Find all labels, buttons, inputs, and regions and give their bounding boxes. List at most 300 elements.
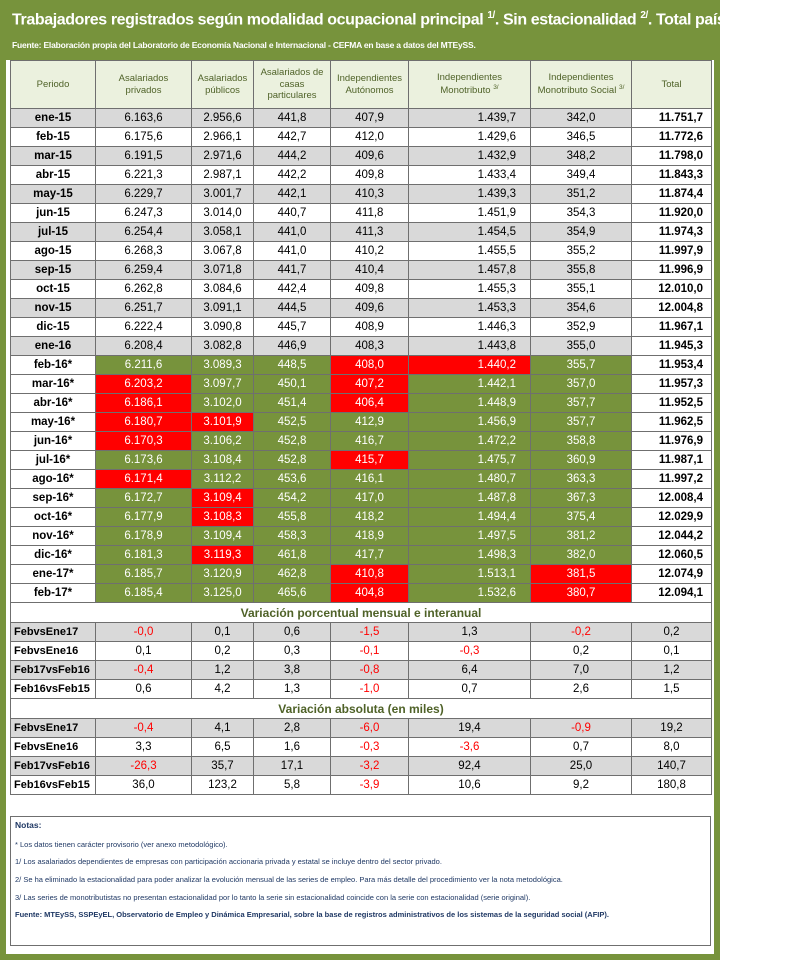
- cell-total: 11.996,9: [632, 261, 712, 280]
- cell-asalariados-publicos: 3.109,4: [192, 527, 254, 546]
- cell-autonomos: -3,9: [331, 776, 409, 795]
- cell-casas-particulares: 0,3: [254, 642, 331, 661]
- cell-asalariados-privados: 36,0: [96, 776, 192, 795]
- cell-total: 12.060,5: [632, 546, 712, 565]
- period-cell: abr-16*: [11, 394, 96, 413]
- cell-monotributo: 1.494,4: [409, 508, 531, 527]
- table-row: [11, 242, 712, 261]
- cell-casas-particulares: 441,7: [254, 261, 331, 280]
- cell-casas-particulares: 2,8: [254, 719, 331, 738]
- period-cell: jun-16*: [11, 432, 96, 451]
- cell-asalariados-publicos: 3.120,9: [192, 565, 254, 584]
- cell-total: 1,5: [632, 680, 712, 699]
- table-row: [11, 451, 712, 470]
- cell-casas-particulares: 444,2: [254, 147, 331, 166]
- cell-asalariados-privados: 6.191,5: [96, 147, 192, 166]
- cell-asalariados-privados: 6.180,7: [96, 413, 192, 432]
- cell-asalariados-privados: 6.170,3: [96, 432, 192, 451]
- cell-asalariados-publicos: 123,2: [192, 776, 254, 795]
- table-row: [11, 204, 712, 223]
- cell-monotributo: 1.497,5: [409, 527, 531, 546]
- cell-monotributo: 1.448,9: [409, 394, 531, 413]
- cell-autonomos: 418,2: [331, 508, 409, 527]
- cell-asalariados-publicos: 3.112,2: [192, 470, 254, 489]
- col-header-monotributo-social-label: Independientes Monotributo Social: [537, 72, 617, 97]
- cell-asalariados-privados: 6.208,4: [96, 337, 192, 356]
- cell-autonomos: -0,3: [331, 738, 409, 757]
- table-row: [11, 223, 712, 242]
- cell-monotributo-social: 355,7: [531, 356, 632, 375]
- cell-total: 11.997,9: [632, 242, 712, 261]
- cell-monotributo: 1.475,7: [409, 451, 531, 470]
- variation-row: [11, 738, 712, 757]
- cell-monotributo: 1.439,3: [409, 185, 531, 204]
- cell-monotributo: -3,6: [409, 738, 531, 757]
- cell-monotributo-social: 358,8: [531, 432, 632, 451]
- cell-autonomos: 410,8: [331, 565, 409, 584]
- cell-asalariados-publicos: 3.090,8: [192, 318, 254, 337]
- period-cell: feb-16*: [11, 356, 96, 375]
- cell-casas-particulares: 441,8: [254, 109, 331, 128]
- cell-monotributo: 1.472,2: [409, 432, 531, 451]
- col-header-autonomos: Independientes Autónomos: [331, 61, 409, 109]
- cell-total: 140,7: [632, 757, 712, 776]
- col-header-monotributo: [409, 61, 531, 109]
- period-cell: sep-16*: [11, 489, 96, 508]
- cell-autonomos: 417,0: [331, 489, 409, 508]
- cell-casas-particulares: 454,2: [254, 489, 331, 508]
- cell-monotributo: 1.532,6: [409, 584, 531, 603]
- cell-total: 0,2: [632, 623, 712, 642]
- period-cell: feb-17*: [11, 584, 96, 603]
- cell-autonomos: 409,8: [331, 166, 409, 185]
- cell-total: 11.987,1: [632, 451, 712, 470]
- cell-total: 1,2: [632, 661, 712, 680]
- cell-asalariados-privados: 6.251,7: [96, 299, 192, 318]
- cell-casas-particulares: 3,8: [254, 661, 331, 680]
- cell-casas-particulares: 450,1: [254, 375, 331, 394]
- period-cell: ene-15: [11, 109, 96, 128]
- cell-monotributo-social: 357,0: [531, 375, 632, 394]
- note-2: 2/ Se ha eliminado la estacionalidad para poder analizar la evolución mensual de las series de empleo. Para más detalle del procedimiento ver la nota metodológica.: [15, 875, 563, 885]
- data-table: [10, 60, 712, 795]
- cell-monotributo: 1,3: [409, 623, 531, 642]
- cell-autonomos: 411,8: [331, 204, 409, 223]
- cell-autonomos: 409,8: [331, 280, 409, 299]
- cell-asalariados-publicos: 3.125,0: [192, 584, 254, 603]
- cell-casas-particulares: 453,6: [254, 470, 331, 489]
- col-header-asalariados-publicos: Asalariados públicos: [192, 61, 254, 109]
- table-row: [11, 166, 712, 185]
- cell-asalariados-privados: 6.185,4: [96, 584, 192, 603]
- table-row: [11, 413, 712, 432]
- period-cell: nov-15: [11, 299, 96, 318]
- cell-autonomos: 415,7: [331, 451, 409, 470]
- cell-asalariados-publicos: 3.001,7: [192, 185, 254, 204]
- period-cell: sep-15: [11, 261, 96, 280]
- cell-asalariados-privados: 6.181,3: [96, 546, 192, 565]
- table-row: [11, 394, 712, 413]
- cell-autonomos: 411,3: [331, 223, 409, 242]
- cell-total: 11.974,3: [632, 223, 712, 242]
- cell-monotributo-social: 351,2: [531, 185, 632, 204]
- cell-autonomos: -0,1: [331, 642, 409, 661]
- cell-asalariados-privados: -0,0: [96, 623, 192, 642]
- period-cell: dic-16*: [11, 546, 96, 565]
- cell-asalariados-publicos: 2.956,6: [192, 109, 254, 128]
- title-text: Trabajadores registrados según modalidad ocupacional principal: [12, 11, 488, 29]
- cell-autonomos: 418,9: [331, 527, 409, 546]
- period-cell: ago-15: [11, 242, 96, 261]
- cell-casas-particulares: 455,8: [254, 508, 331, 527]
- cell-asalariados-privados: 6.186,1: [96, 394, 192, 413]
- footnote-marker: 3/: [493, 83, 499, 91]
- cell-total: 12.044,2: [632, 527, 712, 546]
- cell-monotributo: 0,7: [409, 680, 531, 699]
- cell-autonomos: 410,3: [331, 185, 409, 204]
- cell-total: 19,2: [632, 719, 712, 738]
- section-percent-variation: [11, 603, 712, 623]
- notes-heading: Notas:: [15, 820, 42, 830]
- variation-row: [11, 719, 712, 738]
- cell-monotributo-social: 357,7: [531, 394, 632, 413]
- table-row: [11, 109, 712, 128]
- cell-monotributo: 92,4: [409, 757, 531, 776]
- cell-monotributo-social: 355,1: [531, 280, 632, 299]
- cell-monotributo-social: 355,2: [531, 242, 632, 261]
- cell-casas-particulares: 440,7: [254, 204, 331, 223]
- cell-monotributo: 1.443,8: [409, 337, 531, 356]
- cell-autonomos: 412,9: [331, 413, 409, 432]
- cell-total: 12.094,1: [632, 584, 712, 603]
- section-absolute-variation: [11, 699, 712, 719]
- cell-monotributo: -0,3: [409, 642, 531, 661]
- cell-total: 11.953,4: [632, 356, 712, 375]
- cell-monotributo-social: 346,5: [531, 128, 632, 147]
- cell-asalariados-publicos: 2.971,6: [192, 147, 254, 166]
- cell-asalariados-publicos: 2.987,1: [192, 166, 254, 185]
- cell-casas-particulares: 444,5: [254, 299, 331, 318]
- cell-total: 11.945,3: [632, 337, 712, 356]
- cell-casas-particulares: 451,4: [254, 394, 331, 413]
- table-row: [11, 299, 712, 318]
- cell-total: 12.029,9: [632, 508, 712, 527]
- table-body: [11, 109, 712, 795]
- cell-autonomos: 409,6: [331, 147, 409, 166]
- cell-casas-particulares: 1,3: [254, 680, 331, 699]
- period-cell: ago-16*: [11, 470, 96, 489]
- table-row: [11, 375, 712, 394]
- cell-total: 11.843,3: [632, 166, 712, 185]
- cell-casas-particulares: 462,8: [254, 565, 331, 584]
- cell-autonomos: 410,2: [331, 242, 409, 261]
- variation-label: Feb16vsFeb15: [11, 680, 96, 699]
- variation-row: [11, 642, 712, 661]
- cell-autonomos: 416,1: [331, 470, 409, 489]
- cell-casas-particulares: 442,7: [254, 128, 331, 147]
- variation-row: [11, 776, 712, 795]
- cell-monotributo: 6,4: [409, 661, 531, 680]
- cell-asalariados-privados: 6.247,3: [96, 204, 192, 223]
- period-cell: may-16*: [11, 413, 96, 432]
- cell-casas-particulares: 448,5: [254, 356, 331, 375]
- cell-total: 12.010,0: [632, 280, 712, 299]
- cell-asalariados-privados: 6.171,4: [96, 470, 192, 489]
- cell-asalariados-privados: 6.172,7: [96, 489, 192, 508]
- cell-casas-particulares: 441,0: [254, 242, 331, 261]
- cell-casas-particulares: 441,0: [254, 223, 331, 242]
- note-3: 3/ Las series de monotributistas no presentan estacionalidad por lo tanto la serie sin estacionalidad coincide con la serie con estacionalidad (serie original).: [15, 892, 531, 902]
- cell-asalariados-privados: 6.268,3: [96, 242, 192, 261]
- cell-total: 12.008,4: [632, 489, 712, 508]
- cell-monotributo: 1.513,1: [409, 565, 531, 584]
- cell-asalariados-publicos: 4,1: [192, 719, 254, 738]
- cell-monotributo: 1.457,8: [409, 261, 531, 280]
- cell-total: 11.772,6: [632, 128, 712, 147]
- cell-total: 180,8: [632, 776, 712, 795]
- cell-asalariados-publicos: 3.067,8: [192, 242, 254, 261]
- cell-monotributo-social: 363,3: [531, 470, 632, 489]
- cell-asalariados-publicos: 3.071,8: [192, 261, 254, 280]
- cell-monotributo: 1.480,7: [409, 470, 531, 489]
- cell-asalariados-publicos: 3.084,6: [192, 280, 254, 299]
- cell-autonomos: 409,6: [331, 299, 409, 318]
- cell-monotributo: 1.440,2: [409, 356, 531, 375]
- cell-asalariados-publicos: 35,7: [192, 757, 254, 776]
- cell-autonomos: 408,0: [331, 356, 409, 375]
- table-row: [11, 356, 712, 375]
- cell-monotributo: 1.451,9: [409, 204, 531, 223]
- cell-asalariados-publicos: 1,2: [192, 661, 254, 680]
- cell-monotributo-social: 380,7: [531, 584, 632, 603]
- cell-casas-particulares: 17,1: [254, 757, 331, 776]
- cell-monotributo-social: 348,2: [531, 147, 632, 166]
- period-cell: feb-15: [11, 128, 96, 147]
- cell-monotributo: 1.487,8: [409, 489, 531, 508]
- section-percent-variation-label: Variación porcentual mensual e interanual: [11, 603, 712, 623]
- cell-autonomos: -3,2: [331, 757, 409, 776]
- notes-box: [10, 816, 711, 946]
- cell-autonomos: 404,8: [331, 584, 409, 603]
- col-header-total: Total: [632, 61, 712, 109]
- cell-autonomos: 408,3: [331, 337, 409, 356]
- col-header-casas-particulares: Asalariados de casas particulares: [254, 61, 331, 109]
- cell-monotributo-social: 25,0: [531, 757, 632, 776]
- cell-asalariados-privados: -26,3: [96, 757, 192, 776]
- cell-monotributo: 1.432,9: [409, 147, 531, 166]
- period-cell: jun-15: [11, 204, 96, 223]
- cell-monotributo-social: 357,7: [531, 413, 632, 432]
- cell-asalariados-publicos: 4,2: [192, 680, 254, 699]
- cell-total: 11.997,2: [632, 470, 712, 489]
- cell-autonomos: 407,9: [331, 109, 409, 128]
- cell-monotributo-social: -0,9: [531, 719, 632, 738]
- cell-total: 12.074,9: [632, 565, 712, 584]
- cell-autonomos: 416,7: [331, 432, 409, 451]
- cell-casas-particulares: 5,8: [254, 776, 331, 795]
- cell-casas-particulares: 442,4: [254, 280, 331, 299]
- source-line: Fuente: Elaboración propia del Laboratorio de Economía Nacional e Internacional - CEFMA en base a datos del MTEySS.: [12, 40, 476, 50]
- cell-monotributo-social: 355,8: [531, 261, 632, 280]
- cell-total: 11.962,5: [632, 413, 712, 432]
- cell-asalariados-privados: -0,4: [96, 719, 192, 738]
- variation-label: Feb17vsFeb16: [11, 757, 96, 776]
- period-cell: may-15: [11, 185, 96, 204]
- cell-monotributo-social: 354,6: [531, 299, 632, 318]
- table-row: [11, 508, 712, 527]
- col-header-monotributo-label: Independientes Monotributo: [437, 72, 502, 97]
- cell-asalariados-privados: 6.163,6: [96, 109, 192, 128]
- cell-autonomos: -6,0: [331, 719, 409, 738]
- cell-monotributo: 1.455,3: [409, 280, 531, 299]
- title-footnote-2: 2/: [640, 10, 648, 21]
- cell-autonomos: 407,2: [331, 375, 409, 394]
- footnote-marker: 3/: [618, 83, 625, 91]
- table-row: [11, 128, 712, 147]
- cell-casas-particulares: 442,2: [254, 166, 331, 185]
- cell-autonomos: 412,0: [331, 128, 409, 147]
- cell-monotributo: 10,6: [409, 776, 531, 795]
- cell-monotributo-social: 382,0: [531, 546, 632, 565]
- cell-monotributo-social: -0,2: [531, 623, 632, 642]
- cell-monotributo-social: 375,4: [531, 508, 632, 527]
- cell-total: 11.874,4: [632, 185, 712, 204]
- cell-monotributo-social: 352,9: [531, 318, 632, 337]
- cell-asalariados-privados: 6.221,3: [96, 166, 192, 185]
- cell-total: 11.751,7: [632, 109, 712, 128]
- cell-total: 11.976,9: [632, 432, 712, 451]
- table-row: [11, 280, 712, 299]
- cell-monotributo: 1.453,3: [409, 299, 531, 318]
- cell-monotributo: 1.454,5: [409, 223, 531, 242]
- cell-asalariados-publicos: 3.119,3: [192, 546, 254, 565]
- cell-casas-particulares: 452,8: [254, 451, 331, 470]
- cell-casas-particulares: 452,5: [254, 413, 331, 432]
- table-row: [11, 147, 712, 166]
- cell-asalariados-privados: 6.222,4: [96, 318, 192, 337]
- cell-monotributo: 1.442,1: [409, 375, 531, 394]
- period-cell: abr-15: [11, 166, 96, 185]
- cell-asalariados-publicos: 3.108,4: [192, 451, 254, 470]
- cell-asalariados-privados: 6.175,6: [96, 128, 192, 147]
- variation-label: FebvsEne17: [11, 623, 96, 642]
- cell-asalariados-privados: 6.211,6: [96, 356, 192, 375]
- cell-total: 12.004,8: [632, 299, 712, 318]
- cell-asalariados-privados: 3,3: [96, 738, 192, 757]
- period-cell: mar-15: [11, 147, 96, 166]
- variation-row: [11, 757, 712, 776]
- title-text-mid: . Sin estacionalidad: [494, 11, 641, 29]
- cell-autonomos: -0,8: [331, 661, 409, 680]
- cell-monotributo-social: 2,6: [531, 680, 632, 699]
- cell-monotributo-social: 354,3: [531, 204, 632, 223]
- period-cell: jul-16*: [11, 451, 96, 470]
- period-cell: ene-17*: [11, 565, 96, 584]
- cell-casas-particulares: 446,9: [254, 337, 331, 356]
- cell-asalariados-publicos: 0,1: [192, 623, 254, 642]
- cell-casas-particulares: 458,3: [254, 527, 331, 546]
- variation-row: [11, 680, 712, 699]
- col-header-asalariados-privados: Asalariados privados: [96, 61, 192, 109]
- notes-source: Fuente: MTEySS, SSPEyEL, Observatorio de Empleo y Dinámica Empresarial, sobre la base de registros administrativos de los sistemas de la seguridad social (AFIP).: [15, 910, 609, 920]
- variation-label: Feb17vsFeb16: [11, 661, 96, 680]
- cell-total: 8,0: [632, 738, 712, 757]
- cell-asalariados-privados: 6.229,7: [96, 185, 192, 204]
- table-row: [11, 527, 712, 546]
- cell-monotributo: 1.498,3: [409, 546, 531, 565]
- cell-total: 11.920,0: [632, 204, 712, 223]
- cell-autonomos: -1,0: [331, 680, 409, 699]
- cell-monotributo-social: 7,0: [531, 661, 632, 680]
- cell-asalariados-privados: 6.178,9: [96, 527, 192, 546]
- cell-monotributo-social: 360,9: [531, 451, 632, 470]
- variation-label: FebvsEne17: [11, 719, 96, 738]
- period-cell: mar-16*: [11, 375, 96, 394]
- cell-total: 11.957,3: [632, 375, 712, 394]
- cell-monotributo: 1.429,6: [409, 128, 531, 147]
- cell-asalariados-publicos: 3.082,8: [192, 337, 254, 356]
- period-cell: oct-16*: [11, 508, 96, 527]
- table-row: [11, 546, 712, 565]
- cell-casas-particulares: 0,6: [254, 623, 331, 642]
- cell-asalariados-publicos: 3.102,0: [192, 394, 254, 413]
- cell-asalariados-publicos: 3.097,7: [192, 375, 254, 394]
- cell-asalariados-publicos: 3.109,4: [192, 489, 254, 508]
- table-row: [11, 318, 712, 337]
- cell-asalariados-publicos: 3.089,3: [192, 356, 254, 375]
- cell-autonomos: 408,9: [331, 318, 409, 337]
- cell-total: 11.952,5: [632, 394, 712, 413]
- table-row: [11, 261, 712, 280]
- period-cell: jul-15: [11, 223, 96, 242]
- note-1: 1/ Los asalariados dependientes de empresas con participación accionaria privada y estatal se incluye dentro del sector privado.: [15, 857, 442, 867]
- section-absolute-variation-label: Variación absoluta (en miles): [11, 699, 712, 719]
- cell-asalariados-publicos: 3.106,2: [192, 432, 254, 451]
- variation-row: [11, 661, 712, 680]
- cell-casas-particulares: 461,8: [254, 546, 331, 565]
- cell-asalariados-publicos: 3.014,0: [192, 204, 254, 223]
- cell-total: 0,1: [632, 642, 712, 661]
- variation-row: [11, 623, 712, 642]
- table-row: [11, 185, 712, 204]
- cell-monotributo-social: 381,2: [531, 527, 632, 546]
- cell-asalariados-publicos: 3.101,9: [192, 413, 254, 432]
- period-cell: dic-15: [11, 318, 96, 337]
- table-row: [11, 337, 712, 356]
- cell-casas-particulares: 465,6: [254, 584, 331, 603]
- cell-asalariados-privados: 6.262,8: [96, 280, 192, 299]
- title-text-end: . Total país. En miles.: [647, 11, 800, 29]
- cell-monotributo-social: 0,7: [531, 738, 632, 757]
- cell-asalariados-privados: -0,4: [96, 661, 192, 680]
- cell-asalariados-privados: 6.254,4: [96, 223, 192, 242]
- period-cell: nov-16*: [11, 527, 96, 546]
- col-header-periodo: Periodo: [11, 61, 96, 109]
- table-row: [11, 565, 712, 584]
- cell-monotributo: 1.455,5: [409, 242, 531, 261]
- cell-asalariados-publicos: 0,2: [192, 642, 254, 661]
- col-header-monotributo-social: [531, 61, 632, 109]
- cell-casas-particulares: 452,8: [254, 432, 331, 451]
- cell-monotributo-social: 381,5: [531, 565, 632, 584]
- cell-monotributo: 1.433,4: [409, 166, 531, 185]
- note-provisional: * Los datos tienen carácter provisorio (ver anexo metodológico).: [15, 839, 228, 849]
- cell-monotributo-social: 342,0: [531, 109, 632, 128]
- period-cell: oct-15: [11, 280, 96, 299]
- cell-monotributo: 1.456,9: [409, 413, 531, 432]
- cell-monotributo-social: 367,3: [531, 489, 632, 508]
- table-row: [11, 432, 712, 451]
